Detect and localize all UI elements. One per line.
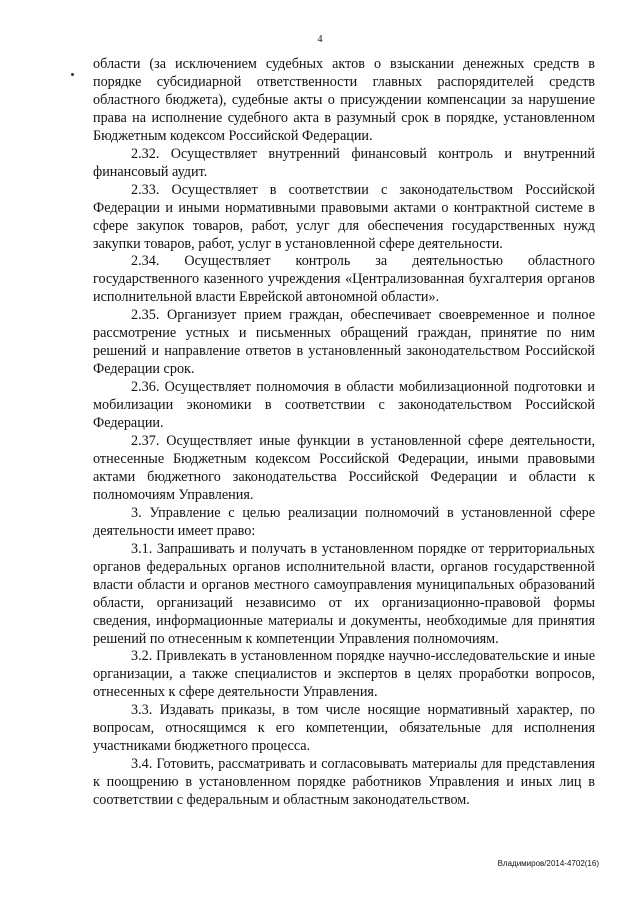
paragraph-2-35: 2.35. Организует прием граждан, обеспечивает своевременное и полное рассмотрение устных и письменных обращений граждан, принятие по ним решений и направление ответов в установленный законодательством Российской Федерации срок. xyxy=(93,307,595,378)
paragraph-3: 3. Управление с целью реализации полномочий в установленной сфере деятельности имеет право: xyxy=(93,504,595,539)
page-number: 4 xyxy=(317,34,323,45)
paragraph-2-32: 2.32. Осуществляет внутренний финансовый контроль и внутренний финансовый аудит. xyxy=(93,145,595,180)
scan-speck-mark xyxy=(71,73,74,76)
paragraph-2-34: 2.34. Осуществляет контроль за деятельностью областного государственного казенного учреждения «Централизованная бухгалтерия органов исполнительной власти Еврейской автономной области». xyxy=(93,253,595,306)
paragraph-2-37: 2.37. Осуществляет иные функции в установленной сфере деятельности, отнесенные Бюджетным кодексом Российской Федерации, иными правовыми актами бюджетного законодательства Российской Федерации и области к полномочиям Управления. xyxy=(93,433,595,503)
paragraph-3-3: 3.3. Издавать приказы, в том числе носящие нормативный характер, по вопросам, относящимся к его компетенции, обязательные для исполнения участниками бюджетного процесса. xyxy=(93,702,595,755)
paragraph-3-1: 3.1. Запрашивать и получать в установленном порядке от территориальных органов федеральных органов исполнительной власти, органов государственной власти области и органов местного самоуправления муниципальных образований области, организаций независимо от их организационно-правовой формы сведения, информационные материалы и документы, необходимые для принятия решений по отнесенным к компетенции Управления полномочиям. xyxy=(93,540,595,647)
paragraph-3-4: 3.4. Готовить, рассматривать и согласовывать материалы для представления к поощрению в установленном порядке работников Управления и иных лиц в соответствии с федеральным и областным законодательством. xyxy=(93,756,595,809)
paragraph-continuation: области (за исключением судебных актов о взыскании денежных средств в порядке субсидиарной ответственности главных распорядителей средств областного бюджета), судебные акты о присуждении компенсации за нарушение права на исполнение судебного акта в разумный срок в порядке, установленном Бюджетным кодексом Российской Федерации. xyxy=(93,56,595,144)
paragraph-3-2: 3.2. Привлекать в установленном порядке научно-исследовательские и иные организации, а также специалистов и экспертов в целях проработки вопросов, отнесенных к сфере деятельности Управления. xyxy=(93,648,595,701)
document-body xyxy=(93,56,595,810)
paragraph-2-36: 2.36. Осуществляет полномочия в области мобилизационной подготовки и мобилизации экономики в соответствии с законодательством Российской Федерации. xyxy=(93,379,595,432)
paragraph-2-33: 2.33. Осуществляет в соответствии с законодательством Российской Федерации и иными нормативными правовыми актами о контрактной системе в сфере закупок товаров, работ, услуг для обеспечения государственных нужд закупки товаров, работ, услуг в установленной сфере деятельности. xyxy=(93,181,595,252)
document-footer-code: Владимиров/2014-4702(16) xyxy=(497,859,599,868)
